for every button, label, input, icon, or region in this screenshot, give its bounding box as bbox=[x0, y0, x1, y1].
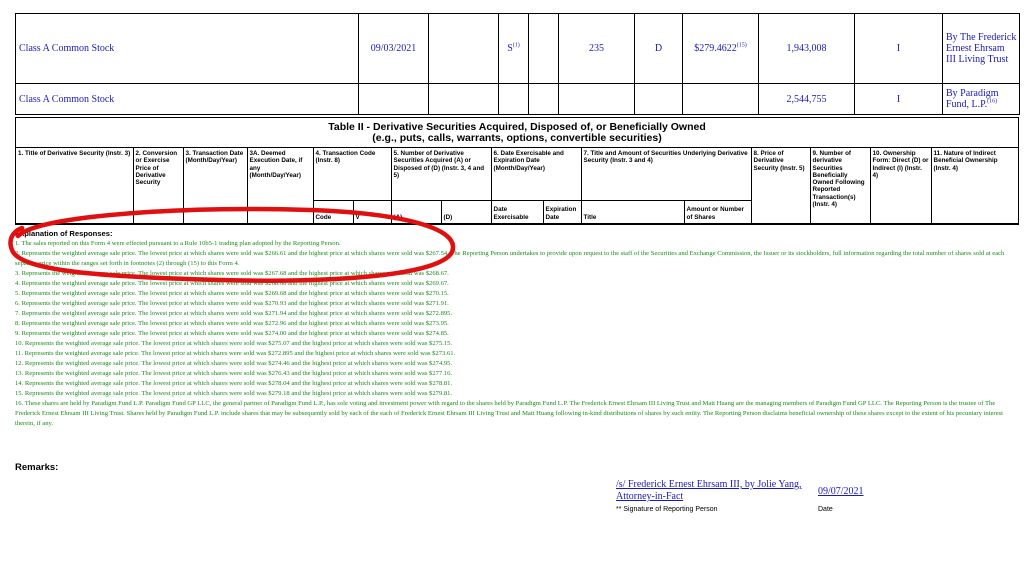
col-header: 10. Ownership Form: Direct (D) or Indirect (I) (Instr. 4) bbox=[870, 148, 931, 224]
table2-grid bbox=[16, 148, 1018, 224]
remarks-label: Remarks: bbox=[15, 462, 59, 473]
footnote: 3. Represents the weighted average sale price. The lowest price at which shares were sold was $267.68 and the highest price at which shares were sold was $268.67. bbox=[15, 270, 449, 277]
footnote: 2. Represents the weighted average sale price. The lowest price at which shares were sold was $266.61 and the highest price at which shares were sold was $267.54. The Reporting Person undertakes to provide upon request to the staff of the Securities and Exchange Commission, the Issuer or its stockholders, full information regarding the total number of shares sold at each separate price within the ranges set forth in footnotes (2) through (15) to this Form 4. bbox=[15, 250, 1005, 267]
date-label: Date bbox=[818, 506, 833, 513]
price: $279.4622$^{(15)}$ bbox=[683, 14, 759, 84]
footnote: 15. Represents the weighted average sale price. The lowest price at which shares were sold was $279.18 and the highest price at which shares were sold was $279.81. bbox=[15, 390, 453, 397]
deemed-date bbox=[429, 84, 499, 115]
col-header: 11. Nature of Indirect Beneficial Ownership (Instr. 4) bbox=[931, 148, 1018, 224]
table2-title-line2: (e.g., puts, calls, warrants, options, convertible securities) bbox=[372, 132, 662, 144]
signature-label: ** Signature of Reporting Person bbox=[616, 506, 718, 513]
footnote: 5. Represents the weighted average sale price. The lowest price at which shares were sold was $269.68 and the highest price at which shares were sold was $270.15. bbox=[15, 290, 449, 297]
amount-owned: 2,544,755 bbox=[759, 84, 855, 115]
sub-header-d: (D) bbox=[441, 201, 491, 224]
col-header: 2. Conversion or Exercise Price of Derivative Security bbox=[133, 148, 183, 224]
col-header: 3A. Deemed Execution Date, if any (Month/Day/Year) bbox=[247, 148, 313, 224]
amount: 235 bbox=[559, 14, 635, 84]
transaction-v bbox=[529, 84, 559, 115]
footnote: 8. Represents the weighted average sale price. The lowest price at which shares were sold was $272.96 and the highest price at which shares were sold was $273.95. bbox=[15, 320, 449, 327]
sub-header-title: Title bbox=[581, 201, 684, 224]
transaction-v bbox=[529, 14, 559, 84]
footnote: 4. Represents the weighted average sale price. The lowest price at which shares were sold was $268.68 and the highest price at which shares were sold was $269.67. bbox=[15, 280, 449, 287]
footnote: 10. Represents the weighted average sale price. The lowest price at which shares were sold was $275.07 and the highest price at which shares were sold was $275.15. bbox=[15, 340, 453, 347]
security-title: Class A Common Stock bbox=[16, 84, 359, 115]
footnote: 9. Represents the weighted average sale price. The lowest price at which shares were sold was $274.00 and the highest price at which shares were sold was $274.85. bbox=[15, 330, 449, 337]
nature-of-ownership: By The Frederick Ernest Ehrsam III Living Trust bbox=[943, 14, 1020, 84]
col-header: 4. Transaction Code (Instr. 8) bbox=[313, 148, 391, 201]
sub-header-v: V bbox=[353, 201, 391, 224]
col-header: 1. Title of Derivative Security (Instr. 3) bbox=[16, 148, 133, 224]
transaction-date bbox=[359, 84, 429, 115]
deemed-date bbox=[429, 14, 499, 84]
amount-owned: 1,943,008 bbox=[759, 14, 855, 84]
col-header: 8. Price of Derivative Security (Instr. 5) bbox=[751, 148, 810, 224]
acquired-disposed: D bbox=[635, 14, 683, 84]
sub-header-amount: Amount or Number of Shares bbox=[684, 201, 751, 224]
acquired-disposed bbox=[635, 84, 683, 115]
table2-title bbox=[16, 118, 1018, 148]
footnote: 11. Represents the weighted average sale price. The lowest price at which shares were sold was $272.895 and the highest price at which shares were sold was $273.61. bbox=[15, 350, 456, 357]
transaction-code bbox=[499, 84, 529, 115]
footnote: 7. Represents the weighted average sale price. The lowest price at which shares were sold was $271.94 and the highest price at which shares were sold was $272.895. bbox=[15, 310, 453, 317]
sub-header-expiration: Expiration Date bbox=[543, 201, 581, 224]
price bbox=[683, 84, 759, 115]
sub-header-code: Code bbox=[313, 201, 353, 224]
footnote: 14. Represents the weighted average sale price. The lowest price at which shares were sold was $278.04 and the highest price at which shares were sold was $278.81. bbox=[15, 380, 453, 387]
ownership-form: I bbox=[855, 84, 943, 115]
explanation-section bbox=[15, 229, 1015, 429]
footnote: 12. Represents the weighted average sale price. The lowest price at which shares were sold was $274.46 and the highest price at which shares were sold was $274.95. bbox=[15, 360, 453, 367]
signature-date[interactable]: 09/07/2021 bbox=[818, 486, 864, 497]
table1-row bbox=[16, 14, 1020, 84]
col-header: 7. Title and Amount of Securities Underlying Derivative Security (Instr. 3 and 4) bbox=[581, 148, 751, 201]
sub-header-a: (A) bbox=[391, 201, 441, 224]
nature-of-ownership: By Paradigm Fund, L.P.$^{(16)}$ bbox=[943, 84, 1020, 115]
security-title: Class A Common Stock bbox=[16, 14, 359, 84]
sub-header-exercisable: Date Exercisable bbox=[491, 201, 543, 224]
explanation-heading: Explanation of Responses: bbox=[15, 229, 113, 238]
transaction-date: 09/03/2021 bbox=[359, 14, 429, 84]
footnote: 16. These shares are held by Paradigm Fund L.P. Paradigm Fund GP LLC, the general partner of Paradigm Fund L.P., has sole voting and investment power with regard to the shares held by Paradigm Fund L.P. The Frederick Ernest Ehrsam III Living Trust and Matt Huang are the managing members of Paradigm Fund GP LLC. The Reporting Person is the trustee of The Frederick Ernest Ehrsam III Living Trust. Shares held by Paradigm Fund L.P. include shares that may be subsequently sold by each of the each of Frederick Ernest Ehrsam III Living Trust and Matt Huang following in-kind distributions of shares by such entity. The Reporting Person disclaims beneficial ownership of these shares except to the extent of his pecuniary interest therein, if any. bbox=[15, 400, 1003, 427]
footnote: 6. Represents the weighted average sale price. The lowest price at which shares were sold was $270.93 and the highest price at which shares were sold was $271.91. bbox=[15, 300, 449, 307]
amount bbox=[559, 84, 635, 115]
col-header: 6. Date Exercisable and Expiration Date (Month/Day/Year) bbox=[491, 148, 581, 201]
col-header: 3. Transaction Date (Month/Day/Year) bbox=[183, 148, 247, 224]
footnote: 1. The sales reported on this Form 4 were effected pursuant to a Rule 10b5-1 trading plan adopted by the Reporting Person. bbox=[15, 240, 341, 247]
col-header: 9. Number of derivative Securities Beneficially Owned Following Reported Transaction(s) (Instr. 4) bbox=[810, 148, 870, 224]
transaction-code: $S^{(1)}$ bbox=[499, 14, 529, 84]
signature-link[interactable]: /s/ Frederick Ernest Ehrsam III, by Jolie Yang, Attorney-in-Fact bbox=[616, 479, 802, 502]
footnote: 13. Represents the weighted average sale price. The lowest price at which shares were sold was $276.43 and the highest price at which shares were sold was $277.16. bbox=[15, 370, 453, 377]
col-header: 5. Number of Derivative Securities Acquired (A) or Disposed of (D) (Instr. 3, 4 and 5) bbox=[391, 148, 491, 201]
table1-rows bbox=[15, 13, 1020, 115]
ownership-form: I bbox=[855, 14, 943, 84]
table2-title-line1: Table II - Derivative Securities Acquired, Disposed of, or Beneficially Owned bbox=[328, 121, 706, 133]
table1-row bbox=[16, 84, 1020, 115]
table2 bbox=[15, 117, 1019, 225]
